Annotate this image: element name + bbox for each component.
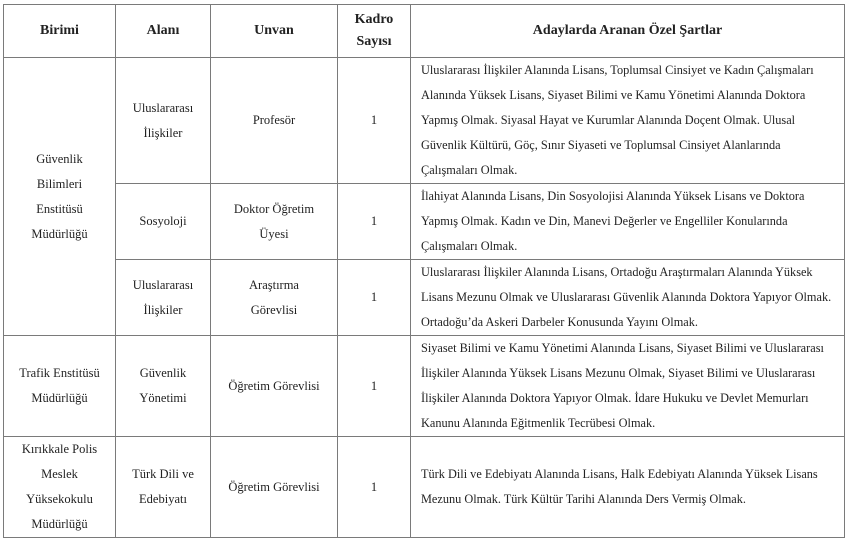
header-birimi: Birimi (4, 5, 116, 58)
field-line: İlişkiler (143, 302, 183, 317)
field-line: Sosyoloji (139, 214, 187, 228)
table-row (4, 58, 845, 184)
title-line: Doktor Öğretim (233, 201, 315, 216)
title-line: Üyesi (259, 226, 289, 241)
unit-name-line: Meslek (41, 467, 78, 481)
unit-name-line: Kırıkkale Polis (21, 442, 98, 456)
table-row (4, 336, 845, 437)
requirements-cell: Uluslararası İlişkiler Alanında Lisans, Toplumsal Cinsiyet ve Kadın Çalışmaları Alanında Yüksek Lisans, Siyaset Bilimi ve Kamu Yönetimi Alanında Doktora Yapmış Olmak. Siyasal Hayat ve Kurumlar Alanında Doçent Olmak. Ulusal Güvenlik Kültürü, Göç, Sınır Siyaseti ve Toplumsal Cinsiyet Alanlarında Çalışmaları Olmak. (411, 58, 845, 184)
title-line: Öğretim Görevlisi (228, 479, 320, 494)
field-line: Güvenlik (139, 366, 187, 380)
field-cell (116, 437, 211, 538)
field-line: Uluslararası (132, 277, 194, 292)
unit-name-line: Müdürlüğü (31, 517, 88, 531)
requirements-cell: Uluslararası İlişkiler Alanında Lisans, Ortadoğu Araştırmaları Alanında Yüksek Lisans Mezunu Olmak ve Uluslararası Güvenlik Alanında Doktora Yapıyor Olmak. Ortadoğu’da Askeri Darbeler Konusunda Yayını Olmak. (411, 260, 845, 336)
field-cell (116, 260, 211, 336)
unit-name-line: Güvenlik (36, 151, 83, 166)
title-cell (211, 336, 338, 437)
title-cell (211, 437, 338, 538)
unit-name-line: Yüksekokulu (26, 492, 93, 506)
header-unvan: Unvan (211, 5, 338, 58)
table-row (4, 437, 845, 538)
requirements-cell: Türk Dili ve Edebiyatı Alanında Lisans, Halk Edebiyatı Alanında Yüksek Lisans Mezunu Olmak. Türk Kültür Tarihi Alanında Ders Vermiş Olmak. (411, 437, 845, 538)
academic-positions-table (3, 4, 845, 538)
title-line: Araştırma (249, 277, 299, 292)
field-line: Yönetimi (139, 391, 187, 405)
field-line: Uluslararası (132, 100, 194, 115)
requirements-cell: İlahiyat Alanında Lisans, Din Sosyolojisi Alanında Yüksek Lisans ve Doktora Yapmış Olmak. Kadın ve Din, Manevi Değerler ve Engelliler Konularında Çalışmaları Olmak. (411, 184, 845, 260)
title-line: Öğretim Görevlisi (228, 378, 320, 393)
header-kadro-line1: Kadro (354, 12, 394, 27)
field-line: Edebiyatı (139, 492, 187, 506)
field-line: İlişkiler (143, 125, 183, 140)
table-row (4, 184, 845, 260)
unit-cell-guvenlik-bilimleri (4, 58, 116, 336)
requirements-cell: Siyaset Bilimi ve Kamu Yönetimi Alanında Lisans, Siyaset Bilimi ve Uluslararası İlişkiler Alanında Yüksek Lisans Mezunu Olmak, Siyaset Bilimi ve Uluslararası İlişkiler Alanında Doktora Yapıyor Olmak. İdare Hukuku ve Devlet Memurları Kanunu Alanında Eğitmenlik Tecrübesi Olmak. (411, 336, 845, 437)
header-ozel-sartlar: Adaylarda Aranan Özel Şartlar (411, 5, 845, 58)
title-cell (211, 184, 338, 260)
title-line: Görevlisi (250, 302, 298, 317)
quota-cell: 1 (338, 184, 411, 260)
title-cell (211, 58, 338, 184)
field-cell (116, 336, 211, 437)
unit-cell-kirikkale-polis (4, 437, 116, 538)
quota-cell: 1 (338, 58, 411, 184)
table-row (4, 260, 845, 336)
field-line: Türk Dili ve (132, 467, 194, 481)
field-cell (116, 58, 211, 184)
title-line: Profesör (252, 113, 296, 127)
title-cell (211, 260, 338, 336)
unit-name-line: Bilimleri (36, 176, 83, 191)
field-cell (116, 184, 211, 260)
header-kadro-line2: Sayısı (356, 34, 392, 49)
header-row (4, 5, 845, 58)
unit-name-line: Enstitüsü (36, 201, 83, 216)
unit-name-line: Müdürlüğü (31, 391, 88, 405)
unit-name-line: Trafik Enstitüsü (19, 366, 100, 380)
header-alani: Alanı (116, 5, 211, 58)
unit-name-line: Müdürlüğü (31, 226, 88, 241)
quota-cell: 1 (338, 260, 411, 336)
quota-cell: 1 (338, 336, 411, 437)
quota-cell: 1 (338, 437, 411, 538)
unit-cell-trafik-enstitusu (4, 336, 116, 437)
header-kadro-sayisi (338, 5, 411, 58)
